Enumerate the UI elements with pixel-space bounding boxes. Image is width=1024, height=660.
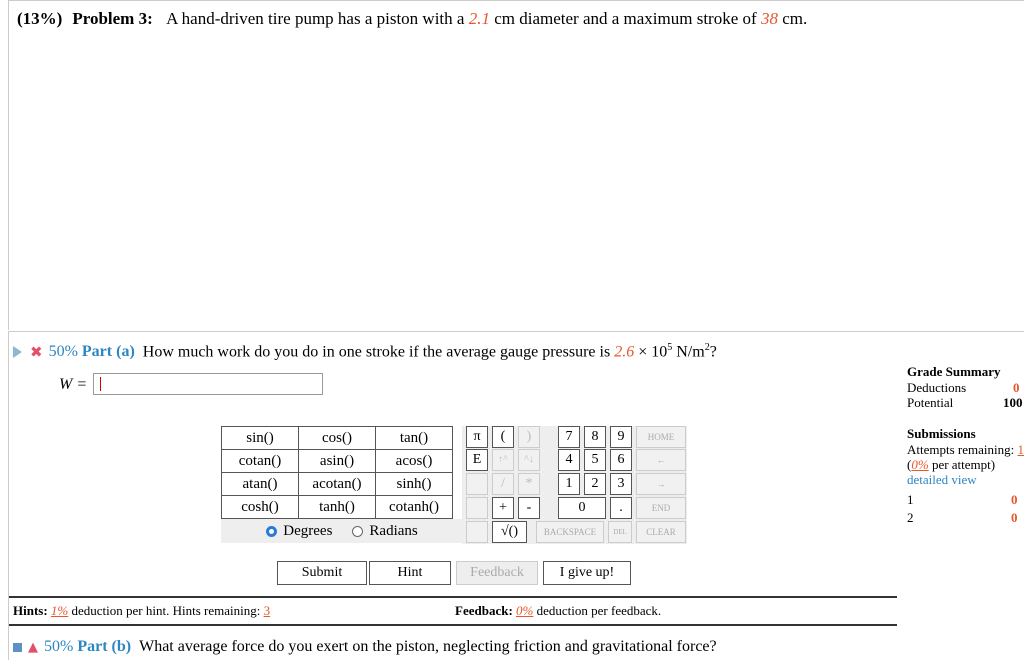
part-a-header <box>13 342 717 361</box>
hints-percent: 1% <box>50 603 69 618</box>
key-home[interactable]: HOME <box>636 426 686 448</box>
part-b-label: Part (b) <box>77 638 132 655</box>
key-3[interactable]: 3 <box>610 473 632 495</box>
problem-text-before: A hand-driven tire pump has a piston with a <box>166 9 465 28</box>
fn-cos-button[interactable]: cos() <box>299 427 376 450</box>
angle-mode <box>221 519 463 543</box>
key-2[interactable]: 2 <box>584 473 606 495</box>
key-plus[interactable]: + <box>492 497 514 519</box>
give-up-button[interactable]: I give up! <box>543 561 631 585</box>
degrees-radio[interactable] <box>266 526 277 537</box>
submission-row-1 <box>907 492 1024 510</box>
key-caret-down[interactable]: ^↓ <box>518 449 540 471</box>
pressure-value: 2.6 <box>614 343 635 361</box>
key-sqrt[interactable]: √() <box>492 521 527 543</box>
fn-cotanh-button[interactable]: cotanh() <box>376 496 453 519</box>
submit-button[interactable]: Submit <box>277 561 367 585</box>
submission-row-2 <box>907 510 1024 528</box>
key-5[interactable]: 5 <box>584 449 606 471</box>
attempts-label: Attempts remaining: <box>907 442 1015 457</box>
part-a-label: Part (a) <box>81 342 135 360</box>
fn-cosh-button[interactable]: cosh() <box>222 496 299 519</box>
grade-summary-title: Grade Summary <box>907 364 1001 379</box>
submission-number: 1 <box>907 492 914 507</box>
text-caret <box>100 377 101 391</box>
exponent: 5 <box>667 342 673 353</box>
submission-number: 2 <box>907 510 914 525</box>
incorrect-x-icon: ✖ <box>30 342 43 361</box>
part-a-question-text: How much work do you do in one stroke if the average gauge pressure is <box>142 343 611 361</box>
collapse-square-icon[interactable] <box>13 643 22 652</box>
deductions-label: Deductions <box>907 380 967 395</box>
detailed-view-link[interactable]: detailed view <box>907 472 977 487</box>
problem-panel <box>8 0 1024 330</box>
key-blank-c <box>466 521 488 543</box>
hints-feedback-bar <box>9 596 897 626</box>
unit-exponent: 2 <box>704 342 710 353</box>
key-1[interactable]: 1 <box>558 473 580 495</box>
per-attempt-text: per attempt) <box>931 457 996 472</box>
fn-acos-button[interactable]: acos() <box>376 450 453 473</box>
key-blank-a <box>466 473 488 495</box>
submission-score: 0 <box>1011 510 1018 525</box>
feedback-percent: 0% <box>516 603 534 618</box>
feedback-label: Feedback: <box>455 603 513 618</box>
hints-text: deduction per hint. Hints remaining: <box>71 603 261 618</box>
fn-sinh-button[interactable]: sinh() <box>376 473 453 496</box>
key-9[interactable]: 9 <box>610 426 632 448</box>
key-rparen[interactable]: ) <box>518 426 540 448</box>
key-right-arrow[interactable]: → <box>636 473 686 495</box>
pressure-unit: N/m <box>676 343 705 361</box>
key-clear[interactable]: CLEAR <box>636 521 686 543</box>
keypad <box>462 426 687 544</box>
key-slash[interactable]: / <box>492 473 514 495</box>
part-b-percent: 50% <box>44 638 74 655</box>
hints-info <box>13 603 270 619</box>
attempts-value: 1 <box>1017 442 1024 457</box>
question-mark: ? <box>709 343 717 361</box>
key-end[interactable]: END <box>636 497 686 519</box>
hint-button[interactable]: Hint <box>369 561 451 585</box>
fn-asin-button[interactable]: asin() <box>299 450 376 473</box>
key-0[interactable]: 0 <box>558 497 606 519</box>
submissions-title: Submissions <box>907 426 976 441</box>
key-e[interactable]: E <box>466 449 488 471</box>
fn-tanh-button[interactable]: tanh() <box>299 496 376 519</box>
attempts-row <box>907 442 1024 457</box>
key-backspace[interactable]: BACKSPACE <box>536 521 604 543</box>
potential-row <box>907 395 1024 410</box>
fn-tan-button[interactable]: tan() <box>376 427 453 450</box>
potential-value: 100 <box>1003 395 1023 410</box>
hints-label: Hints: <box>13 603 48 618</box>
per-attempt-percent: 0% <box>911 457 929 472</box>
grade-summary <box>907 364 1024 528</box>
problem-weight: (13%) <box>17 9 63 28</box>
expand-triangle-icon[interactable] <box>13 346 22 358</box>
key-dot[interactable]: . <box>610 497 632 519</box>
hints-remaining: 3 <box>263 603 271 618</box>
deductions-row <box>907 380 1024 395</box>
key-minus[interactable]: - <box>518 497 540 519</box>
submission-score: 0 <box>1011 492 1018 507</box>
fn-atan-button[interactable]: atan() <box>222 473 299 496</box>
degrees-label: Degrees <box>283 522 333 539</box>
fn-sin-button[interactable]: sin() <box>222 427 299 450</box>
radians-label: Radians <box>369 522 418 539</box>
stroke-value: 38 <box>760 9 778 28</box>
key-8[interactable]: 8 <box>584 426 606 448</box>
fn-cotan-button[interactable]: cotan() <box>222 450 299 473</box>
per-attempt-row: (0% per attempt) <box>907 457 996 472</box>
radians-radio[interactable] <box>352 526 363 537</box>
function-grid <box>221 426 453 519</box>
key-del[interactable]: DEL <box>608 521 632 543</box>
feedback-info <box>455 603 661 619</box>
key-lparen[interactable]: ( <box>492 426 514 448</box>
problem-text-end: cm. <box>782 9 808 28</box>
times-ten: × 10 <box>638 343 668 361</box>
answer-input[interactable] <box>93 373 323 395</box>
part-a-percent: 50% <box>48 342 78 360</box>
warning-icon: ▲ <box>28 639 38 655</box>
key-caret-up[interactable]: ↑^ <box>492 449 514 471</box>
part-a-panel <box>8 331 1024 660</box>
problem-text-mid: cm diameter and a maximum stroke of <box>494 9 757 28</box>
key-blank-b <box>466 497 488 519</box>
part-b-tag <box>44 638 131 656</box>
answer-label: W = <box>59 376 88 393</box>
part-a-question <box>143 342 717 361</box>
key-4[interactable]: 4 <box>558 449 580 471</box>
part-a-tag <box>49 343 135 361</box>
deductions-value: 0 <box>1013 380 1020 395</box>
potential-label: Potential <box>907 395 954 410</box>
problem-statement <box>17 9 807 29</box>
key-left-arrow[interactable]: ← <box>636 449 686 471</box>
key-pi[interactable]: π <box>466 426 488 448</box>
feedback-button[interactable]: Feedback <box>456 561 538 585</box>
diameter-value: 2.1 <box>468 9 490 28</box>
fn-acotan-button[interactable]: acotan() <box>299 473 376 496</box>
key-7[interactable]: 7 <box>558 426 580 448</box>
part-b-header <box>13 638 717 656</box>
key-6[interactable]: 6 <box>610 449 632 471</box>
part-b-question: What average force do you exert on the piston, neglecting friction and gravitational force? <box>139 638 717 655</box>
problem-label: Problem 3: <box>72 9 153 28</box>
feedback-text: deduction per feedback. <box>536 603 662 618</box>
key-star[interactable]: * <box>518 473 540 495</box>
